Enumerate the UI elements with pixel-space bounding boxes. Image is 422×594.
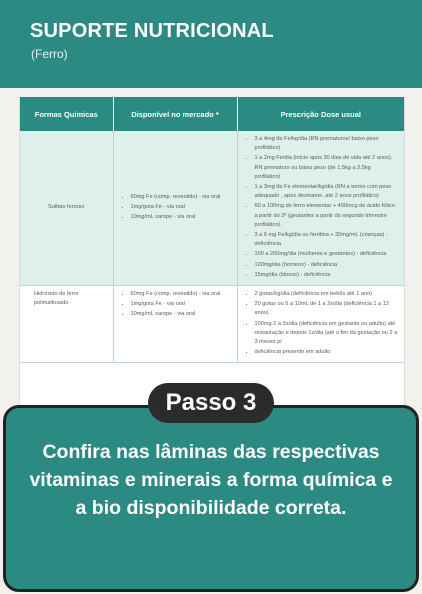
table-row	[20, 286, 404, 363]
header-banner	[0, 0, 422, 88]
list-item: • 1 a 3mg de Fe elementar/kg/dia (RN a termo com peso adequado , após desmame, até 2 anos profilático)	[255, 183, 399, 201]
dose-cell	[237, 131, 404, 286]
column-header: Prescrição Dose usual	[237, 97, 404, 131]
table-row	[20, 131, 404, 286]
list-item: • 60 a 100mg de ferro elementar + 400mcg de ácido fólico a partir do 2º (gestantes a partir do segundo trimestre profilático).	[255, 202, 399, 230]
nutrition-table	[20, 97, 404, 363]
market-cell	[113, 131, 237, 286]
list-item: • 15mg/dia (idosos) - deficiência	[255, 271, 399, 280]
nutrition-table-image	[19, 97, 405, 415]
page-subtitle: (Ferro)	[31, 47, 68, 61]
list-item: • 10mg/mL xarope - via oral	[131, 213, 231, 222]
list-item: • 120mg/dia (homens) - deficiência	[255, 261, 399, 270]
list-item: • 60mg Fe (comp. revestido) - via oral	[131, 290, 231, 299]
list-item: • 60mg Fe (comp. revestido) - via oral	[131, 193, 231, 202]
market-cell	[113, 286, 237, 363]
chemical-form-cell: Hidróxido de ferro polimaltosado	[20, 286, 113, 363]
list-item: • 3 a 4mg de Fe/kg/dia (RN prematuros/ baixo peso profilático)	[255, 135, 399, 153]
chemical-form-cell: Sulfato ferroso	[20, 131, 113, 286]
instruction-text: Confira nas lâminas das respectivas vitaminas e minerais a forma química e a bio disponibilidade correta.	[29, 441, 393, 519]
list-item: • 1 a 2mg Fe/dia (início após 30 dias de vida até 2 anos). RN prematuro ou baixo peso (de 1,5kg a 2,5kg profilático)	[255, 154, 399, 182]
dose-cell	[237, 286, 404, 363]
column-header: Disponível no mercado *	[113, 97, 237, 131]
list-item: • 2 gotas/kg/dia (deficiência em bebês até 1 ano)	[255, 290, 399, 299]
list-item: • 10mg/mL xarope - via oral	[131, 310, 231, 319]
page-title: SUPORTE NUTRICIONAL	[30, 20, 274, 42]
list-item: • 20 gotas ou 5 a 10mL de 1 a 2x/dia (deficiência 1 a 12 anos)	[255, 300, 399, 318]
table-header-row	[20, 97, 404, 131]
list-item: • 100 a 200mg/dia (mulheres e gestantes) - deficiência	[255, 250, 399, 259]
list-item: • 1mg/gota Fe - via oral	[131, 300, 231, 309]
list-item: • 3 a 6 mg Fe/kg/dia ou ferritina + 30mg/mL (crianças) - deficiência	[255, 231, 399, 249]
column-header: Formas Químicas	[20, 97, 113, 131]
list-item: • deficiência presente em adulto	[255, 348, 399, 357]
step-badge: Passo 3	[148, 383, 274, 423]
instruction-box	[3, 405, 419, 592]
list-item: • 1mg/gota Fe - via oral	[131, 203, 231, 212]
list-item: • 100mg 2 a 3x/dia (deficiência em gestante ou adulto) até restauração e depois 1x/dia (até o fim da gestação ou 2 a 3 meses p/	[255, 320, 399, 348]
